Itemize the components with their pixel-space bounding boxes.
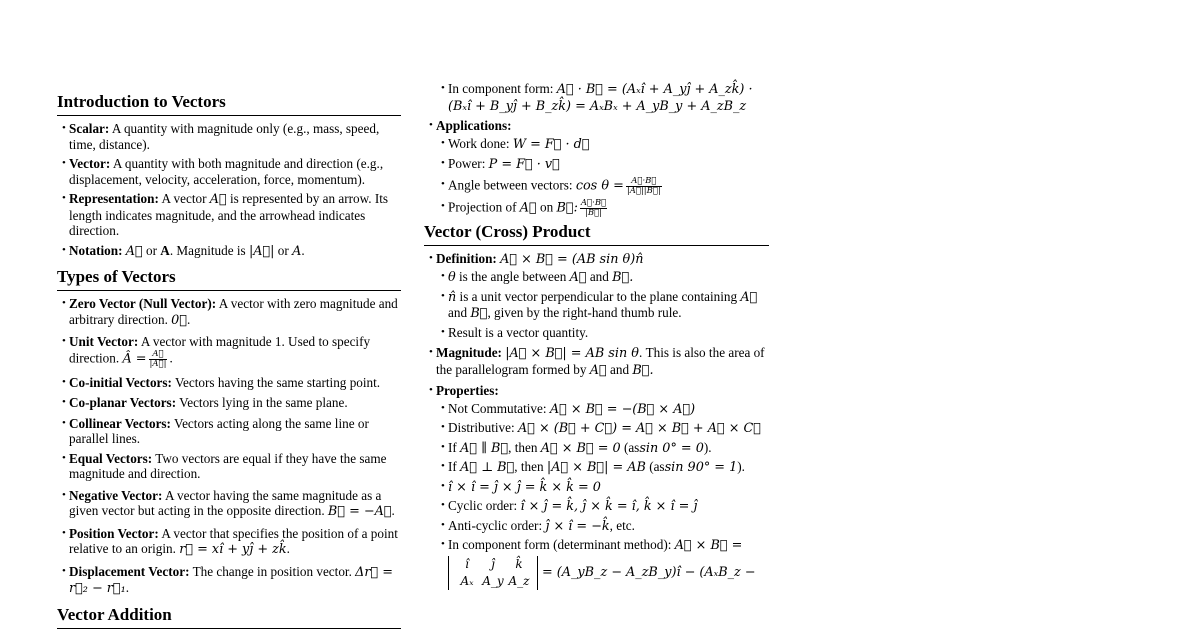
list-item: • θ is the angle between A⃗ and B⃗. (436, 269, 769, 286)
right-column (424, 81, 769, 594)
list-item: • Negative Vector: A vector having the same magnitude as a given vector but acting in the opposite direction. B⃗ = −A⃗. (57, 488, 401, 520)
list-item: • Angle between vectors: cos θ = $\frac{A⃗\cdot B⃗}{|A⃗||B⃗|}$ (436, 177, 769, 196)
list-item: • Unit Vector: A vector with magnitude 1. Used to specify direction. Â = $\frac{A⃗}{|A⃗|}$ . (57, 334, 401, 369)
determinant-matrix (448, 556, 538, 590)
list-item: • Representation: A vector A⃗ is represented by an arrow. Its length indicates magnitude, and the arrowhead indicates direction. (57, 191, 401, 239)
dot-list (424, 81, 769, 218)
list-item: • Equal Vectors: Two vectors are equal if they have the same magnitude and direction. (57, 451, 401, 482)
types-list (57, 296, 401, 597)
list-item: • If A⃗ ∥ B⃗, then A⃗ × B⃗ = 0 (assin 0° = 0). (436, 440, 769, 457)
list-item: • Projection of A⃗ on B⃗: $\frac{A⃗\cdot B⃗}{|B⃗|}$ (436, 199, 769, 218)
types-heading: Types of Vectors (57, 267, 401, 291)
list-item: • Work done: W = F⃗ · d⃗ (436, 136, 769, 153)
list-item: • Collinear Vectors: Vectors acting along the same line or parallel lines. (57, 416, 401, 447)
list-item: • If A⃗ ⊥ B⃗, then |A⃗ × B⃗| = AB (assin 90° = 1). (436, 459, 769, 476)
list-item: • Anti-cyclic order: ĵ × î = −k̂, etc. (436, 518, 769, 535)
list-item: • In component form: A⃗ · B⃗ = (Aₓî + A_yĵ + A_zk̂) · (Bₓî + B_yĵ + B_zk̂) = AₓBₓ + A_yB_y + A_zB_z (436, 81, 769, 114)
list-item: • Definition: A⃗ × B⃗ = (AB sin θ)n̂ • θ is the angle between A⃗ and B⃗. • n̂ is a unit vector perpendicular to the plane containing A⃗ and B⃗, given by the right-hand thumb rule. • Result is a vector quantity. (424, 251, 769, 341)
list-item: • Position Vector: A vector that specifies the position of a point relative to an origin. r⃗ = xî + yĵ + zk̂. (57, 526, 401, 558)
list-item: • Co-planar Vectors: Vectors lying in the same plane. (57, 395, 401, 411)
list-item: • Displacement Vector: The change in position vector. Δr⃗ = r⃗₂ − r⃗₁. (57, 564, 401, 597)
list-item: • Co-initial Vectors: Vectors having the same starting point. (57, 375, 401, 391)
list-item: • Zero Vector (Null Vector): A vector with zero magnitude and arbitrary direction. 0⃗. (57, 296, 401, 328)
list-item: • Result is a vector quantity. (436, 325, 769, 341)
intro-list (57, 121, 401, 259)
projection-fraction: $\frac{A⃗\cdot B⃗}{|B⃗|}$ (580, 197, 607, 218)
list-item: • Properties: • Not Commutative: A⃗ × B⃗ = −(B⃗ × A⃗) • Distributive: A⃗ × (B⃗ + C⃗) = A⃗ × B⃗ + A⃗ × C⃗ • If A⃗ ∥ B⃗, then A⃗ × B⃗ = 0 (assin 0° = 0). • If A⃗ ⊥ B⃗, then |A⃗ × B⃗| = AB (assin 90° = 1). • î × î = ĵ × ĵ = k̂ × k̂ = 0 • Cyclic order: î × ĵ = k̂, ĵ × k̂ = î, k̂ × î = ĵ • Anti-cyclic order: ĵ × î = −k̂, etc. • In component form (determinant method): A⃗ × B⃗ = î ĵ k̂ Aₓ A_y A_z = (A_yB_z − A_zB_y)î − (AₓB_z − (424, 383, 769, 590)
list-item: • Vector: A quantity with both magnitude and direction (e.g., displacement, velocity, acceleration, force, momentum). (57, 156, 401, 187)
definition-sublist (436, 269, 769, 340)
intro-heading: Introduction to Vectors (57, 92, 401, 116)
left-column (57, 92, 401, 629)
addition-heading: Vector Addition (57, 605, 401, 629)
properties-sublist (436, 401, 769, 590)
list-item: • Notation: A⃗ or A. Magnitude is |A⃗| or A. (57, 243, 401, 260)
list-item: • n̂ is a unit vector perpendicular to the plane containing A⃗ and B⃗, given by the right-hand thumb rule. (436, 289, 769, 322)
unit-vector-fraction: $\frac{A⃗}{|A⃗|}$ (149, 348, 167, 369)
list-item: • In component form (determinant method): A⃗ × B⃗ = î ĵ k̂ Aₓ A_y A_z = (A_yB_z − A_zB_y)î − (AₓB_z − (436, 537, 769, 590)
applications-list (436, 136, 769, 218)
cross-heading: Vector (Cross) Product (424, 222, 769, 246)
list-item: • î × î = ĵ × ĵ = k̂ × k̂ = 0 (436, 479, 769, 496)
angle-fraction: $\frac{A⃗\cdot B⃗}{|A⃗||B⃗|}$ (626, 175, 661, 196)
determinant-row: î ĵ k̂ (465, 556, 523, 571)
list-item: • Scalar: A quantity with magnitude only (e.g., mass, speed, time, distance). (57, 121, 401, 152)
determinant-row: Aₓ A_y A_z (460, 573, 530, 588)
list-item: • Not Commutative: A⃗ × B⃗ = −(B⃗ × A⃗) (436, 401, 769, 418)
list-item: • Power: P = F⃗ · v⃗ (436, 156, 769, 173)
list-item: • Cyclic order: î × ĵ = k̂, ĵ × k̂ = î, k̂ × î = ĵ (436, 498, 769, 515)
list-item: • Distributive: A⃗ × (B⃗ + C⃗) = A⃗ × B⃗ + A⃗ × C⃗ (436, 420, 769, 437)
list-item: • Magnitude: |A⃗ × B⃗| = AB sin θ. This is also the area of the parallelogram formed by A⃗ and B⃗. (424, 345, 769, 378)
cross-list (424, 251, 769, 590)
list-item: • Applications: • Work done: W = F⃗ · d⃗ • Power: P = F⃗ · v⃗ • Angle between vectors: cos θ = $\frac{A⃗\cdot B⃗}{|A⃗||B⃗|}$ • Projection of A⃗ on B⃗: $\frac{A⃗\cdot B⃗}{|B⃗|}$ (424, 118, 769, 218)
